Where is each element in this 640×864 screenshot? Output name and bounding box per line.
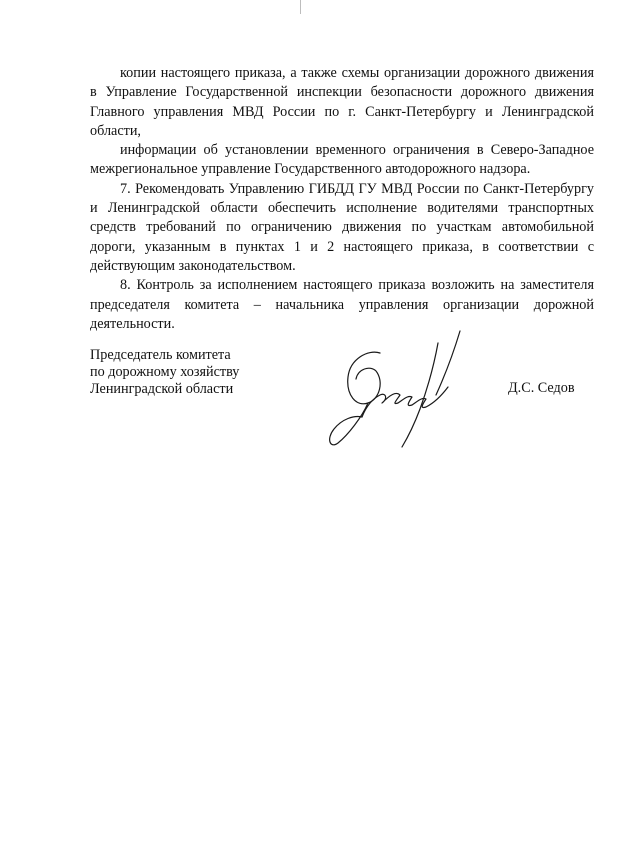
position-line-1: Председатель комитета	[90, 347, 231, 363]
paragraph-information: информации об установлении временного ограничения в Северо-Западное межрегиональное управление Государственного автодорожного надзора.	[90, 142, 594, 178]
paragraph-item-7: 7. Рекомендовать Управлению ГИБДД ГУ МВД России по Санкт-Петербургу и Ленинградской области обеспечить исполнение водителями транспортных средств требований по ограничению движения по участкам автомобильной дороги, указанным в пунктах 1 и 2 настоящего приказа, в соответствии с действующим законодательством.	[90, 180, 594, 274]
paragraph-copies: копии настоящего приказа, а также схемы организации дорожного движения в Управление Государственной инспекции безопасности дорожного движения Главного управления МВД России по г. Санкт-Петербургу и Ленинградской области,	[90, 65, 594, 139]
handwritten-signature	[310, 325, 470, 455]
signer-name: Д.С. Седов	[508, 380, 575, 396]
position-line-2: по дорожному хозяйству	[90, 364, 240, 380]
paragraph-item-8: 8. Контроль за исполнением настоящего приказа возложить на заместителя председателя комитета – начальника управления организации дорожной деятельности.	[90, 277, 594, 332]
scan-edge-mark	[300, 0, 301, 14]
position-line-3: Ленинградской области	[90, 381, 234, 397]
document-body	[90, 64, 594, 334]
signatory-position	[90, 347, 239, 398]
